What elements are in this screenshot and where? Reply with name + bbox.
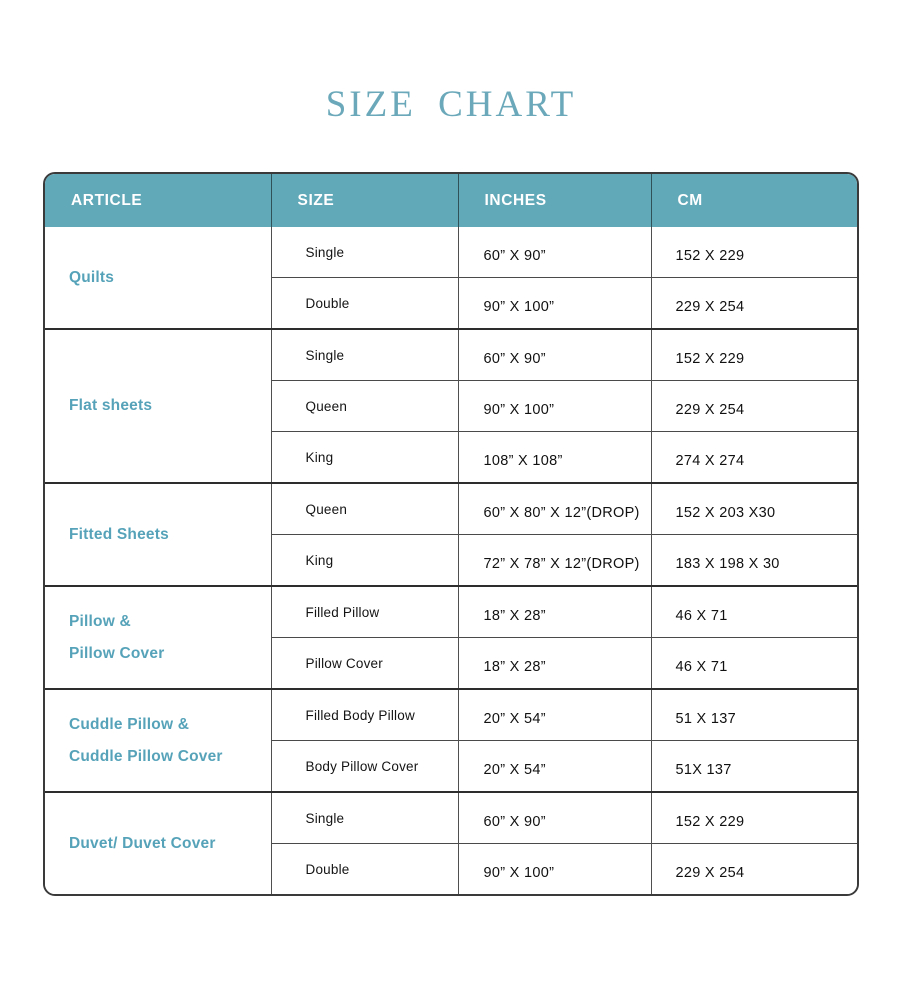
header-cm: CM	[651, 174, 859, 227]
article-cell-duvet	[45, 792, 271, 894]
article-label: Fitted Sheets	[69, 525, 169, 543]
size-cell: Queen	[271, 381, 458, 432]
table-row	[45, 586, 859, 638]
size-cell: Double	[271, 278, 458, 330]
cm-cell: 274 X 274	[651, 432, 859, 484]
size-cell: King	[271, 535, 458, 587]
article-label: Quilts	[69, 268, 115, 286]
inches-cell: 60” X 80” X 12”(DROP)	[458, 483, 651, 535]
header-inches: INCHES	[458, 174, 651, 227]
header-article: ARTICLE	[45, 174, 271, 227]
size-cell: King	[271, 432, 458, 484]
inches-cell: 90” X 100”	[458, 278, 651, 330]
article-label: Cuddle Pillow Cover	[69, 747, 223, 765]
inches-cell: 18” X 28”	[458, 586, 651, 638]
table-row	[45, 689, 859, 741]
size-cell: Filled Body Pillow	[271, 689, 458, 741]
cm-cell: 229 X 254	[651, 381, 859, 432]
inches-cell: 18” X 28”	[458, 638, 651, 690]
cm-cell: 51X 137	[651, 741, 859, 793]
table-row	[45, 483, 859, 535]
size-chart-table	[45, 174, 859, 894]
inches-cell: 108” X 108”	[458, 432, 651, 484]
inches-cell: 20” X 54”	[458, 741, 651, 793]
cm-cell: 152 X 203 X30	[651, 483, 859, 535]
article-label: Pillow Cover	[69, 644, 165, 662]
article-cell-pillow	[45, 586, 271, 689]
table-row	[45, 329, 859, 381]
article-label: Duvet/ Duvet Cover	[69, 834, 216, 852]
inches-cell: 90” X 100”	[458, 844, 651, 895]
cm-cell: 183 X 198 X 30	[651, 535, 859, 587]
size-cell: Single	[271, 792, 458, 844]
cm-cell: 46 X 71	[651, 638, 859, 690]
inches-cell: 72” X 78” X 12”(DROP)	[458, 535, 651, 587]
size-cell: Body Pillow Cover	[271, 741, 458, 793]
table-row	[45, 227, 859, 278]
cm-cell: 46 X 71	[651, 586, 859, 638]
cm-cell: 152 X 229	[651, 792, 859, 844]
table-row	[45, 792, 859, 844]
inches-cell: 60” X 90”	[458, 329, 651, 381]
size-cell: Queen	[271, 483, 458, 535]
inches-cell: 60” X 90”	[458, 792, 651, 844]
cm-cell: 152 X 229	[651, 329, 859, 381]
cm-cell: 229 X 254	[651, 844, 859, 895]
inches-cell: 20” X 54”	[458, 689, 651, 741]
header-row	[45, 174, 859, 227]
size-cell: Single	[271, 329, 458, 381]
cm-cell: 229 X 254	[651, 278, 859, 330]
article-label: Pillow &	[69, 612, 131, 630]
cm-cell: 51 X 137	[651, 689, 859, 741]
article-cell-fitted-sheets	[45, 483, 271, 586]
article-label: Flat sheets	[69, 397, 153, 414]
size-cell: Single	[271, 227, 458, 278]
article-cell-quilts	[45, 227, 271, 329]
size-chart-table-container	[43, 172, 859, 896]
size-cell: Double	[271, 844, 458, 895]
cm-cell: 152 X 229	[651, 227, 859, 278]
inches-cell: 60” X 90”	[458, 227, 651, 278]
article-cell-flat-sheets	[45, 329, 271, 483]
article-label: Cuddle Pillow &	[69, 715, 190, 733]
inches-cell: 90” X 100”	[458, 381, 651, 432]
size-cell: Filled Pillow	[271, 586, 458, 638]
table-header	[45, 174, 859, 227]
page-title: SIZE CHART	[325, 84, 577, 125]
size-cell: Pillow Cover	[271, 638, 458, 690]
article-cell-cuddle-pillow	[45, 689, 271, 792]
header-size: SIZE	[271, 174, 458, 227]
